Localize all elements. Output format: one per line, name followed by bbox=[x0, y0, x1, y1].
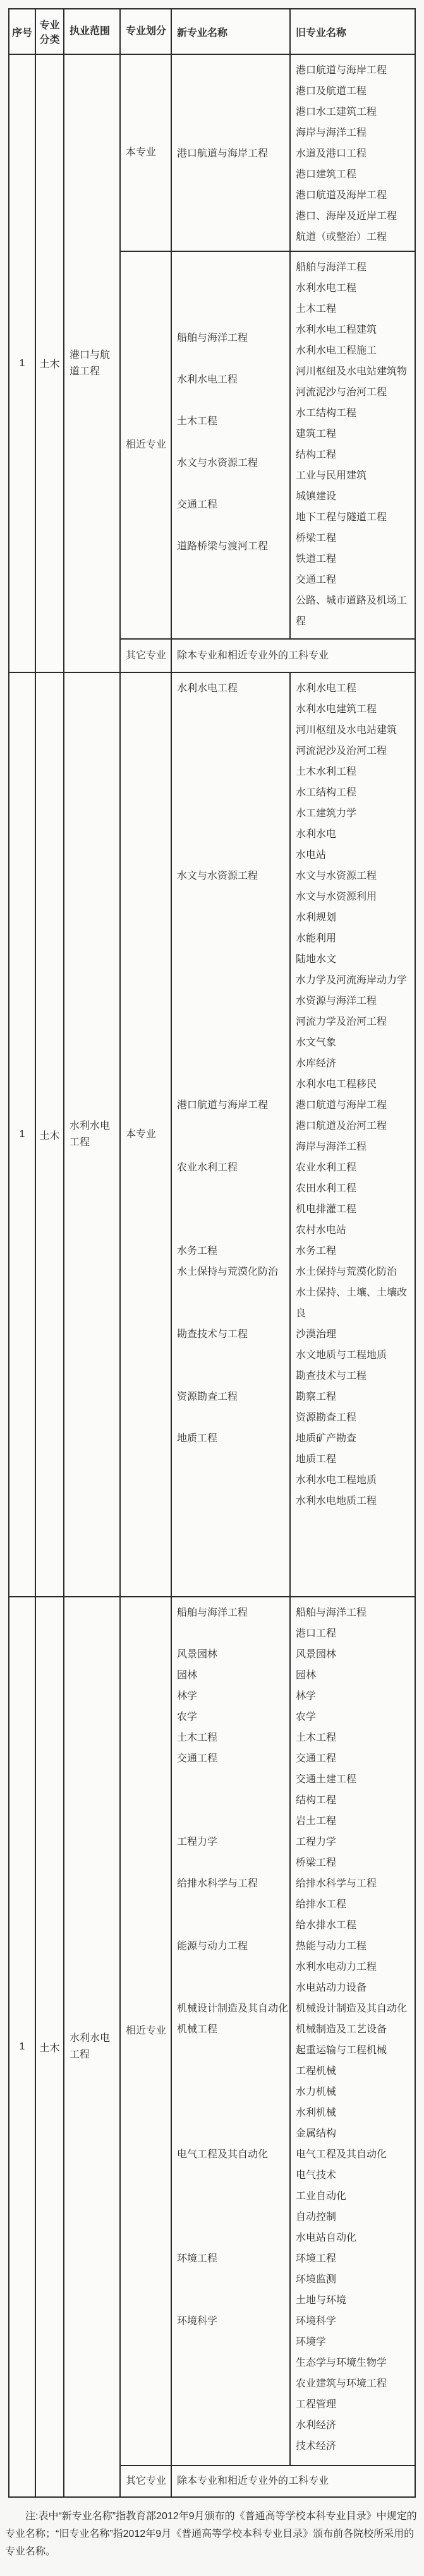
new-major-name: 土木工程 bbox=[177, 416, 218, 427]
old-major-name: 技术经济 bbox=[296, 2441, 337, 2452]
new-majors-cell bbox=[172, 1597, 291, 2465]
old-major-name: 水电站 bbox=[296, 850, 327, 861]
old-major-name: 港口、海岸及近岸工程 bbox=[296, 211, 397, 222]
header-division: 专业划分 bbox=[121, 9, 172, 54]
old-major-name: 农业水利工程 bbox=[296, 1162, 357, 1173]
old-major-name: 城镇建设 bbox=[296, 491, 337, 502]
new-major-name: 交通工程 bbox=[177, 1753, 218, 1764]
division-label: 其它专业 bbox=[121, 640, 172, 672]
old-major-name: 水力学及河流海岸动力学 bbox=[296, 975, 408, 986]
majors-mapping-table bbox=[8, 8, 416, 2498]
old-major-name: 水利机械 bbox=[296, 2108, 337, 2118]
old-major-name: 船舶与海洋工程 bbox=[296, 1607, 367, 1618]
division-label: 相近专业 bbox=[121, 252, 172, 638]
old-major-name: 水务工程 bbox=[296, 1246, 337, 1256]
old-major-name: 港口航道及治河工程 bbox=[296, 1121, 387, 1131]
old-major-name: 工业与民用建筑 bbox=[296, 470, 367, 481]
new-major-name: 船舶与海洋工程 bbox=[177, 333, 248, 344]
new-major-name: 园林 bbox=[177, 1670, 198, 1681]
old-major-name: 农村水电站 bbox=[296, 1225, 347, 1236]
new-major-name: 风景园林 bbox=[177, 1649, 218, 1660]
header-old-major: 旧专业名称 bbox=[296, 27, 347, 39]
old-major-name: 海岸与海洋工程 bbox=[296, 1142, 367, 1152]
old-major-name: 桥梁工程 bbox=[296, 1857, 337, 1868]
category-cell: 土木 bbox=[36, 673, 64, 1596]
old-major-name: 水资源与海洋工程 bbox=[296, 996, 377, 1006]
old-major-name: 环境工程 bbox=[296, 2253, 337, 2264]
division-row bbox=[121, 673, 415, 1596]
new-major-name: 资源勘查工程 bbox=[177, 1392, 238, 1402]
old-major-name: 港口工程 bbox=[296, 1628, 337, 1639]
serial-cell: 1 bbox=[9, 55, 36, 672]
old-major-name: 河流力学及治河工程 bbox=[296, 1017, 387, 1027]
old-majors-cell bbox=[291, 1597, 415, 2465]
other-majors-text: 除本专业和相近专业外的工科专业 bbox=[177, 650, 329, 661]
old-major-name: 结构工程 bbox=[296, 1795, 337, 1806]
new-major-name: 农业水利工程 bbox=[177, 1162, 238, 1173]
old-major-name: 给水排水工程 bbox=[296, 1920, 357, 1931]
category-cell: 土木 bbox=[36, 1597, 64, 2496]
old-major-name: 水库经济 bbox=[296, 1058, 337, 1069]
old-major-name: 土地与环境 bbox=[296, 2295, 347, 2306]
old-major-name: 沙漠治理 bbox=[296, 1329, 337, 1340]
old-major-name: 工程管理 bbox=[296, 2399, 337, 2410]
old-major-name: 热能与动力工程 bbox=[296, 1941, 367, 1952]
new-major-name: 水文与水资源工程 bbox=[177, 458, 258, 469]
new-major-name: 水利水电工程 bbox=[177, 374, 238, 386]
old-major-name: 给排水工程 bbox=[296, 1899, 347, 1910]
old-major-name: 建筑工程 bbox=[296, 429, 337, 439]
old-major-name: 河川枢纽及水电站建筑 bbox=[296, 725, 397, 736]
old-major-name: 港口建筑工程 bbox=[296, 169, 357, 180]
divisions bbox=[121, 673, 415, 1596]
scope-cell: 水利水电工程 bbox=[64, 1597, 121, 2496]
old-major-name: 机械设计制造及其自动化 bbox=[296, 2003, 408, 2014]
old-major-name: 水利水电工程 bbox=[296, 283, 357, 294]
new-major-name: 工程力学 bbox=[177, 1837, 218, 1847]
old-major-name: 交通土建工程 bbox=[296, 1774, 357, 1785]
header-new-major: 新专业名称 bbox=[172, 9, 291, 54]
old-major-name: 资源勘查工程 bbox=[296, 1412, 357, 1423]
old-majors-cell bbox=[291, 55, 415, 251]
old-major-name: 水利水电工程施工 bbox=[296, 345, 377, 356]
table-header-row bbox=[9, 9, 415, 54]
old-major-name: 环境科学 bbox=[296, 2316, 337, 2327]
old-major-name: 农业建筑与环境工程 bbox=[296, 2378, 387, 2389]
old-major-name: 农学 bbox=[296, 1712, 317, 1722]
division-label: 本专业 bbox=[121, 55, 172, 251]
old-major-name: 水电站自动化 bbox=[296, 2233, 357, 2243]
division-row bbox=[121, 1597, 415, 2465]
new-major-name: 水土保持与荒漠化防治 bbox=[177, 1267, 279, 1277]
table-block bbox=[9, 1596, 415, 2496]
old-major-name: 勘查技术与工程 bbox=[296, 1371, 367, 1381]
old-major-name: 水道及港口工程 bbox=[296, 148, 367, 159]
division-label: 其它专业 bbox=[121, 2466, 172, 2496]
new-majors-cell bbox=[172, 55, 291, 251]
new-majors-cell bbox=[172, 252, 291, 638]
old-major-name: 环境学 bbox=[296, 2337, 327, 2347]
old-major-name: 电气技术 bbox=[296, 2170, 337, 2181]
old-major-name: 水利水电建筑工程 bbox=[296, 704, 377, 715]
old-major-name: 勘察工程 bbox=[296, 1392, 337, 1402]
old-major-name: 港口水工建筑工程 bbox=[296, 107, 377, 117]
new-major-name: 船舶与海洋工程 bbox=[177, 1607, 248, 1618]
old-major-name: 水利水电 bbox=[296, 829, 337, 840]
new-major-name: 地质工程 bbox=[177, 1433, 218, 1444]
new-major-name: 环境科学 bbox=[177, 2316, 218, 2327]
old-major-name: 水利水电地质工程 bbox=[296, 1496, 377, 1506]
old-major-name: 工程机械 bbox=[296, 2066, 337, 2077]
old-major-name: 水电站动力设备 bbox=[296, 1983, 367, 1993]
old-major-name: 水工建筑力学 bbox=[296, 808, 357, 819]
old-major-name: 土木工程 bbox=[296, 1732, 337, 1743]
old-major-name: 风景园林 bbox=[296, 1649, 337, 1660]
old-major-name: 水文与水资源利用 bbox=[296, 891, 377, 902]
old-major-name: 港口航道与海岸工程 bbox=[296, 65, 387, 76]
new-major-name: 水文与水资源工程 bbox=[177, 871, 258, 881]
old-major-name: 水利经济 bbox=[296, 2420, 337, 2431]
new-major-name: 水利水电工程 bbox=[177, 683, 238, 694]
old-major-name: 陆地水文 bbox=[296, 954, 337, 965]
new-majors-cell bbox=[172, 673, 291, 1596]
table-block bbox=[9, 54, 415, 672]
new-major-name: 水务工程 bbox=[177, 1246, 218, 1256]
table-body bbox=[9, 54, 415, 2496]
old-major-name: 给排水科学与工程 bbox=[296, 1878, 377, 1889]
new-major-name: 能源与动力工程 bbox=[177, 1941, 248, 1952]
old-major-name: 河流泥沙及治河工程 bbox=[296, 746, 387, 756]
old-major-name: 园林 bbox=[296, 1670, 317, 1681]
new-major-name: 农学 bbox=[177, 1712, 198, 1722]
new-major-name: 给排水科学与工程 bbox=[177, 1878, 258, 1889]
old-major-name: 河流泥沙与治河工程 bbox=[296, 387, 387, 398]
old-major-name: 水工结构工程 bbox=[296, 408, 357, 419]
old-major-name: 电气工程及其自动化 bbox=[296, 2149, 387, 2160]
header-category: 专业分类 bbox=[36, 9, 64, 54]
old-major-name: 地下工程与隧道工程 bbox=[296, 512, 387, 523]
old-major-name: 水利水电动力工程 bbox=[296, 1962, 377, 1972]
division-label: 本专业 bbox=[121, 673, 172, 1596]
old-major-name: 港口航道及海岸工程 bbox=[296, 190, 387, 201]
new-major-name: 港口航道与海岸工程 bbox=[177, 1100, 269, 1111]
old-major-name: 自动控制 bbox=[296, 2212, 337, 2222]
divisions bbox=[121, 1597, 415, 2496]
old-major-name: 铁道工程 bbox=[296, 554, 337, 564]
old-major-name: 水利水电工程建筑 bbox=[296, 325, 377, 335]
old-major-name: 生态学与环境生物学 bbox=[296, 2358, 387, 2368]
division-row bbox=[121, 55, 415, 251]
old-major-name: 海岸与海洋工程 bbox=[296, 128, 367, 138]
old-major-name: 港口及航道工程 bbox=[296, 86, 367, 97]
table-block bbox=[9, 672, 415, 1596]
new-major-name: 交通工程 bbox=[177, 499, 218, 511]
new-major-name: 机械设计制造及其自动化 bbox=[177, 2003, 289, 2014]
old-major-name: 工业自动化 bbox=[296, 2191, 347, 2202]
old-major-name: 环境监测 bbox=[296, 2274, 337, 2285]
old-major-name: 公路、城市道路及机场工程 bbox=[296, 595, 408, 627]
old-major-name: 土木工程 bbox=[296, 304, 337, 314]
division-row bbox=[121, 638, 415, 672]
serial-cell: 1 bbox=[9, 1597, 36, 2496]
new-major-name: 林学 bbox=[177, 1691, 198, 1702]
old-major-name: 机械制造及工艺设备 bbox=[296, 2024, 387, 2035]
scope-cell: 水利水电工程 bbox=[64, 673, 121, 1596]
old-major-name: 水文地质与工程地质 bbox=[296, 1350, 387, 1361]
old-major-name: 水文气象 bbox=[296, 1037, 337, 1048]
old-major-name: 水土保持、土壤、土壤改良 bbox=[296, 1287, 408, 1319]
new-major-name: 电气工程及其自动化 bbox=[177, 2149, 269, 2160]
other-majors-text: 除本专业和相近专业外的工科专业 bbox=[177, 2476, 329, 2486]
header-scope: 执业范围 bbox=[64, 9, 121, 54]
old-major-name: 结构工程 bbox=[296, 450, 337, 460]
old-major-name: 水利水电工程移民 bbox=[296, 1079, 377, 1090]
old-major-name: 工程力学 bbox=[296, 1837, 337, 1847]
old-major-name: 港口航道与海岸工程 bbox=[296, 1100, 387, 1111]
old-major-name: 林学 bbox=[296, 1691, 317, 1702]
old-major-name: 河川枢纽及水电站建筑物 bbox=[296, 366, 408, 377]
old-major-name: 起重运输与工程机械 bbox=[296, 2045, 387, 2056]
new-major-name: 机械工程 bbox=[177, 2024, 218, 2035]
old-major-name: 水利水电工程地质 bbox=[296, 1475, 377, 1486]
new-major-name: 道路桥梁与渡河工程 bbox=[177, 541, 269, 552]
old-major-name: 交通工程 bbox=[296, 1753, 337, 1764]
old-major-name: 金属结构 bbox=[296, 2128, 337, 2139]
old-major-name: 水能利用 bbox=[296, 933, 337, 944]
division-label: 相近专业 bbox=[121, 1597, 172, 2465]
divisions bbox=[121, 55, 415, 672]
old-major-name: 地质矿产勘查 bbox=[296, 1433, 357, 1444]
old-major-name: 水利水电工程 bbox=[296, 683, 357, 694]
old-majors-cell bbox=[291, 252, 415, 638]
old-major-name: 地质工程 bbox=[296, 1454, 337, 1465]
old-major-name: 交通工程 bbox=[296, 575, 337, 585]
footnote: 注:表中“新专业名称”指教育部2012年9月颁布的《普通高等学校本科专业目录》中规定的专业名称；“旧专业名称”指2012年9月《普通高等学校本科专业目录》颁布前各院校所采用的专业名称。 bbox=[5, 2511, 417, 2557]
old-major-name: 水工结构工程 bbox=[296, 787, 357, 798]
serial-cell: 1 bbox=[9, 673, 36, 1596]
old-major-name: 水利规划 bbox=[296, 912, 337, 923]
division-row bbox=[121, 251, 415, 638]
old-major-name: 机电排灌工程 bbox=[296, 1204, 357, 1215]
new-major-name: 环境工程 bbox=[177, 2253, 218, 2264]
old-major-name: 航道（或整治）工程 bbox=[296, 232, 387, 242]
old-major-name: 水力机械 bbox=[296, 2087, 337, 2097]
category-cell: 土木 bbox=[36, 55, 64, 672]
scope-cell: 港口与航道工程 bbox=[64, 55, 121, 672]
new-major-name: 土木工程 bbox=[177, 1732, 218, 1743]
old-major-name: 桥梁工程 bbox=[296, 533, 337, 544]
old-major-name: 农田水利工程 bbox=[296, 1183, 357, 1194]
division-row bbox=[121, 2465, 415, 2496]
old-major-name: 水文与水资源工程 bbox=[296, 871, 377, 881]
old-major-name: 水土保持与荒漠化防治 bbox=[296, 1267, 397, 1277]
old-major-name: 船舶与海洋工程 bbox=[296, 262, 367, 273]
old-majors-cell bbox=[291, 673, 415, 1596]
old-major-name: 土木水利工程 bbox=[296, 766, 357, 777]
header-serial: 序号 bbox=[9, 9, 36, 54]
new-major-name: 港口航道与海岸工程 bbox=[177, 148, 269, 159]
old-major-name: 岩土工程 bbox=[296, 1816, 337, 1827]
new-major-name: 勘查技术与工程 bbox=[177, 1329, 248, 1340]
